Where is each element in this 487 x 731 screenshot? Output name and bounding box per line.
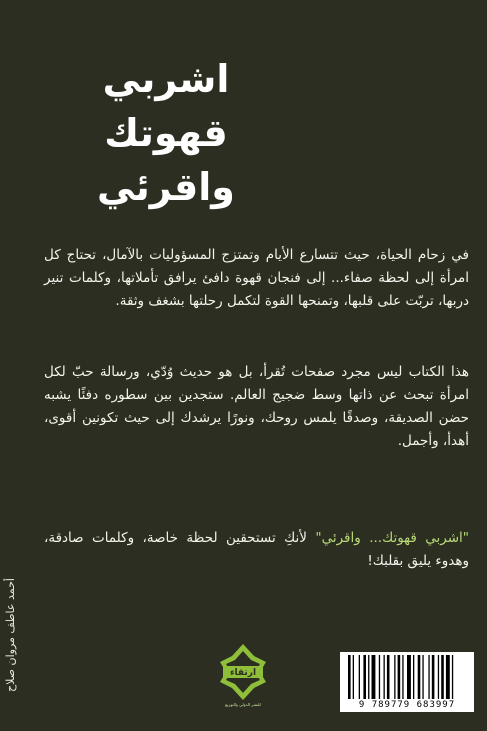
blurb-paragraph-3 — [44, 527, 469, 573]
closing-text: لأنكِ تستحقين لحظة خاصة، وكلمات صادقة، وهدوء يليق بقلبك! — [44, 530, 469, 569]
title-line-3: واقرئي — [97, 165, 235, 209]
spine-author-name: أحمد عاطف مروان صلاح — [4, 578, 17, 692]
title-line-1: اشربي — [102, 57, 230, 101]
barcode-bars — [340, 655, 474, 701]
publisher-logo — [214, 642, 272, 708]
blurb-paragraph-1: في زحام الحياة، حيث تتسارع الأيام وتمتزج المسؤوليات بالآمال، تحتاج كل امرأة إلى لحظة صفاء... إلى فنجان قهوة دافئ يرافق تأملاتها، وكلمات تنير دربها، تربّت على قلبها، وتمنحها القوة لتكمل رحلتها بشغف وثقة. — [44, 247, 469, 309]
publisher-tagline: للنشر الدولي والتوزيع — [225, 702, 261, 707]
book-title — [0, 52, 332, 214]
quoted-title: "اشربي قهوتك... واقرئي" — [315, 530, 469, 546]
blurb-paragraph-2: هذا الكتاب ليس مجرد صفحات تُقرأ، بل هو حديث وُدّي، ورسالة حبّ لكل امرأة تبحث عن ذاتها وسط ضجيج العالم. ستجدين بين سطوره دفئًا يشبه حضن الصديقة، وصدقًا يلمس روحك، ونورًا يرشدك إلى حيث تكونين أقوى، أهدأ، وأجمل. — [44, 364, 469, 449]
publisher-logo-icon — [214, 642, 272, 708]
isbn-barcode — [340, 652, 474, 712]
title-line-2: قهوتك — [104, 111, 228, 155]
publisher-name: ارتقاء — [229, 668, 257, 678]
isbn-number: 9 789779 683997 — [358, 700, 456, 710]
